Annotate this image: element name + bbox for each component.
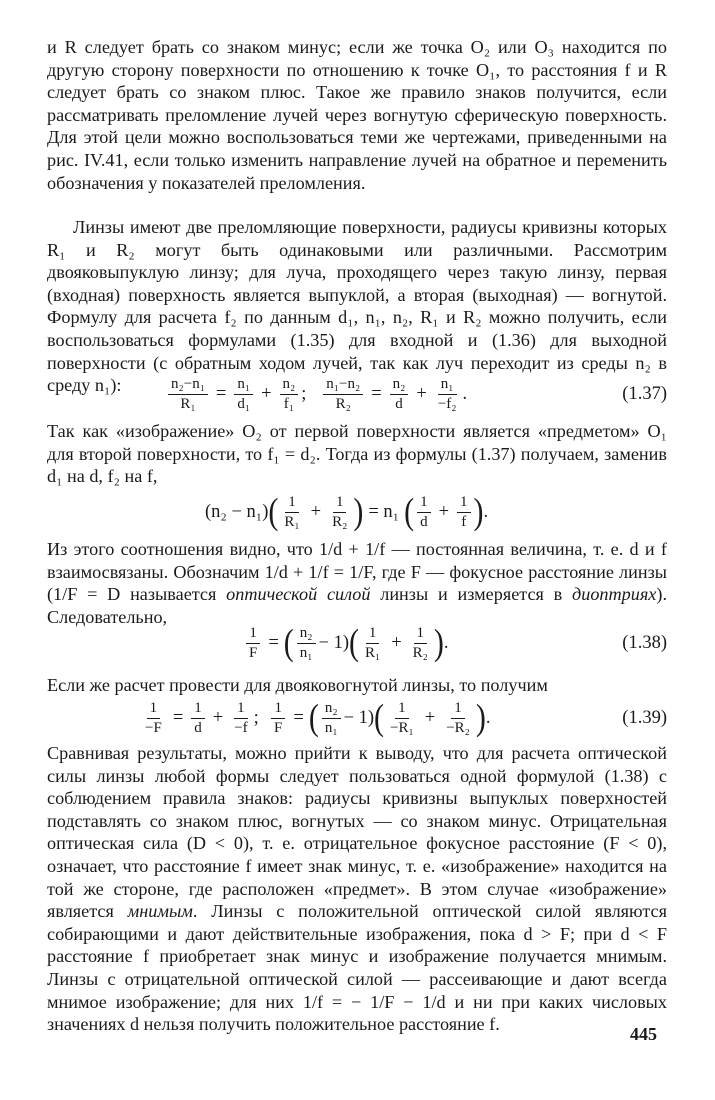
paragraph-5: Если же расчет провести для двояковогнутой линзы, то получим bbox=[47, 675, 548, 695]
paragraph-2: Линзы имеют две преломляющие поверхности, радиусы кривизны которых R₁ и R₂ могут быть одинаковыми или различными. Рассмотрим двояковыпуклую линзу; для луча, проходящего через такую линзу, первая (входная) поверхность является выпуклой, а вторая (выходная) — вогнутой. Формулу для расчета f₂ по данным d₁, n₁, n₂, R₁ и R₂ можно получить, если воспользоваться формулами (1.35) для входной и (1.36) для выходной поверхности (с обратным ходом лучей, так как луч переходит из среды n₂ в среду n₁): bbox=[47, 217, 667, 396]
paragraph-6: Сравнивая результаты, можно прийти к выводу, что для расчета оптической силы линзы любой формы следует пользоваться одной формулой (1.38) с соблюдением правила знаков: радиусы кривизны выпуклых поверхностей подставлять со знаком плюс, вогнутых — со знаком минус. Отрицательная оптическая сила (D < 0), т. е. отрицательное фокусное расстояние (F < 0), означает, что расстояние f имеет знак минус, т. е. «изображение» находится на той же стороне, где расположен «предмет». В этом случае «изображение» является мнимым. Линзы с положительной оптической силой являются собирающими и дают действительные изображения, пока d > F; при d < F расстояние f приобретает знак минус и изображение получается мнимым. Линзы с отрицательной оптической силой — рассеивающие и дают всегда мнимое изображение; для них 1/f = − 1/F − 1/d и ни при каких числовых значениях d нельзя получить положительное расстояние f. bbox=[47, 743, 667, 1035]
page-number: 445 bbox=[630, 1024, 657, 1044]
equation-number: (1.39) bbox=[622, 707, 667, 728]
fraction: $\frac{\text{n₁}}{\text{−f₂}}$ bbox=[437, 375, 457, 412]
fraction: $\frac{1}{f}$ bbox=[457, 494, 471, 531]
equation-lens-relation: (n₂ − n₁) ( 1 R₁ + $\frac{1}{\text{R₂}}$ ) = n₁ ( 1 d + $\frac{1}{f}$ ) . bbox=[205, 490, 489, 532]
paragraph-1: и R следует брать со знаком минус; если же точка O₂ или O₃ находится по другую сторону поверхности по отношению к точке O₁, то расстояния f и R следует брать со знаком плюс. Такое же правило знаков получится, если рассматривать преломление лучей через вогнутую сферическую поверхность. Для этой цели можно воспользоваться теми же чертежами, приведенными на рис. IV.41, если только изменить направление лучей на обратное и переменить обозначения у показателей преломления. bbox=[47, 37, 667, 193]
fraction: $\frac{1}{d}$ bbox=[191, 700, 205, 737]
fraction: $\frac{\text{n₂}}{d}$ bbox=[390, 376, 409, 413]
fraction: n₂ n₁ bbox=[322, 700, 341, 737]
equation-number: (1.37) bbox=[622, 383, 667, 404]
fraction: 1 −R₁ bbox=[390, 699, 414, 736]
fraction: 1 R₁ bbox=[284, 493, 300, 530]
fraction: $\frac{1}{-f}$ bbox=[234, 699, 248, 736]
fraction: 1 R₁ bbox=[365, 624, 381, 661]
fraction: 1 d bbox=[417, 494, 431, 531]
fraction: $\frac{1}{-F}$ bbox=[145, 699, 162, 736]
fraction: $\frac{1}{\text{R₂}}$ bbox=[412, 624, 428, 661]
equation-1-39: $\frac{1}{-F}$ = $\frac{1}{d}$ + $\frac{1}{-f}$ ; $\frac{1}{F}$ = ( n₂ n₁ − 1) ( 1 −R₁ + $\frac{1}{\text{−R₂}}$ ) . (1.39) bbox=[47, 696, 667, 740]
fraction: $\frac{1}{F}$ bbox=[246, 625, 260, 662]
equation-1-38: $\frac{1}{F}$ = ( n₂ n₁ − 1) ( 1 R₁ + $\frac{1}{\text{R₂}}$ ) . (1.38) bbox=[47, 621, 667, 665]
equation-1-37: $\frac{\text{n₂−n₁}}{\text{R₁}}$ = $\frac{\text{n₁}}{\text{d₁}}$ + $\frac{\text{n₂}}{\text{f₁}}$ ; $\frac{\text{n₁−n₂}}{\text{R₂}}$ = $\frac{\text{n₂}}{d}$ + $\frac{\text{n₁}}{\text{−f₂}}$ . (1.37) bbox=[47, 372, 667, 416]
fraction: n₂ n₁ bbox=[297, 625, 316, 662]
fraction: $\frac{\text{n₂}}{\text{f₁}}$ bbox=[280, 376, 299, 413]
fraction: $\frac{1}{\text{R₂}}$ bbox=[332, 493, 348, 530]
fraction: $\frac{1}{\text{−R₂}}$ bbox=[446, 699, 470, 736]
equation-number: (1.38) bbox=[622, 632, 667, 653]
paragraph-3: Так как «изображение» O₂ от первой поверхности является «предметом» O₁ для второй поверхности, то f₁ = d₂. Тогда из формулы (1.37) получаем, заменив d₁ на d, f₂ на f, bbox=[47, 421, 667, 487]
paragraph-4: Из этого соотношения видно, что 1/d + 1/f — постоянная величина, т. е. d и f взаимосвязаны. Обозначим 1/d + 1/f = 1/F, где F — фокусное расстояние линзы (1/F = D называется оптической силой линзы и измеряется в диоптриях). Следовательно, bbox=[47, 539, 667, 627]
fraction: $\frac{\text{n₁}}{\text{d₁}}$ bbox=[234, 376, 253, 413]
fraction: $\frac{\text{n₁−n₂}}{\text{R₂}}$ bbox=[323, 376, 363, 413]
fraction: $\frac{\text{n₂−n₁}}{\text{R₁}}$ bbox=[168, 376, 208, 413]
fraction: $\frac{1}{F}$ bbox=[271, 700, 285, 737]
